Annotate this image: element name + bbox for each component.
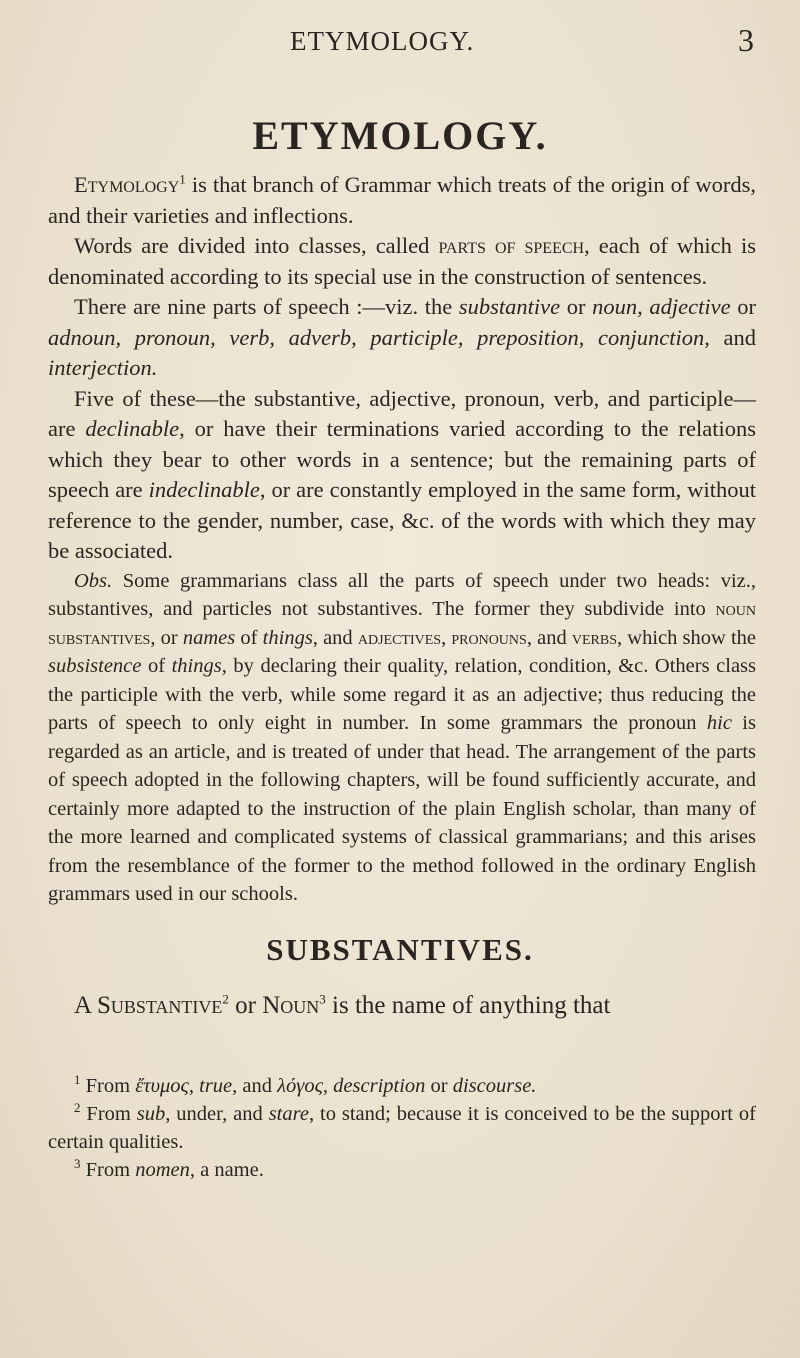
footnote-3 [48, 1156, 756, 1184]
p4-b: declinable [85, 416, 180, 441]
fn2-c: , under, and [165, 1103, 269, 1125]
footnote-ref-2: 2 [222, 991, 229, 1007]
p3-e: or [730, 294, 756, 319]
fn1-e: or [425, 1075, 453, 1097]
sec-e: is the name of anything that [325, 992, 611, 1019]
p1-text: is that branch of Grammar which treats of the origin of words, and their varieties and inflections. [48, 172, 756, 228]
p3-f: adnoun, pronoun, verb, adverb, participle, preposition, conjunction, [48, 324, 710, 350]
section-title: SUBSTANTIVES. [266, 932, 534, 967]
paragraph-parts-of-speech [48, 231, 756, 292]
footnote-2 [48, 1100, 756, 1156]
footnote-1 [48, 1072, 756, 1100]
p3-d: noun, adjective [592, 294, 731, 319]
fn3-a: From [80, 1159, 136, 1181]
sec-c: or [228, 992, 263, 1019]
footnote-2-num: 2 [74, 1100, 81, 1116]
p3-h: interjection. [48, 355, 158, 380]
obs-c: noun substantives [48, 598, 756, 649]
obs-r: is regarded as an article, and is treated of under that head. The arrangement of the parts of speech adopted in the following chapters, will be found sufficiently accurate, and certainly more adapted to the instruction of the plain English scholar, than many of the more learned and complicated systems of classical grammarians; and this arises from the resemblance of the former to the method followed in the ordinary English grammars used in our schools. [48, 712, 756, 905]
body-text [48, 170, 756, 909]
p4-e: , or are constantly employed in the same form, without reference to the gender, number, case, &c. of the words with which they may be associated. [48, 477, 756, 563]
fn1-c: and [237, 1075, 278, 1097]
running-head [0, 20, 800, 60]
p4-d: indeclinable [148, 477, 260, 502]
p3-g: and [709, 324, 756, 350]
p2-a: Words are divided into classes, called [74, 233, 439, 258]
p4-a: Five of these—the substantive, adjective, pronoun, verb, and participle—are [48, 385, 756, 441]
paragraph-substantive-definition [48, 990, 756, 1022]
term-parts-of-speech: parts of speech [438, 233, 585, 258]
obs-k: verbs [571, 626, 617, 649]
page-number: 3 [738, 22, 754, 58]
term-noun: Noun [262, 992, 320, 1019]
paragraph-observation [48, 567, 756, 909]
paragraph-etymology-definition [48, 170, 756, 231]
sec-a: A [74, 992, 97, 1019]
obs-p: , by declaring their quality, relation, condition, &c. Others class the participle with the verb, while some regard it as an adjective; thus reducing the parts of speech to only eight in number. In some grammars the pronoun [48, 655, 756, 734]
fn2-a: From [80, 1103, 137, 1125]
obs-g: things [262, 626, 313, 649]
fn2-b: sub [136, 1103, 166, 1125]
obs-o: things [171, 655, 222, 677]
paragraph-declinable [48, 384, 756, 567]
obs-j: , and [526, 626, 572, 649]
fn1-b: ἔτυμος, true, [135, 1075, 238, 1097]
fn2-e: , to stand; because it is conceived to be the support of certain qualities. [48, 1103, 756, 1153]
footnote-ref-1: 1 [179, 171, 186, 187]
fn1-a: From [80, 1075, 136, 1097]
chapter-title: ETYMOLOGY. [252, 113, 548, 158]
p3-c: or [560, 294, 593, 319]
obs-m: subsistence [48, 655, 142, 677]
obs-n: of [141, 655, 172, 677]
paragraph-nine-parts [48, 292, 756, 384]
fn1-f: discourse. [452, 1075, 537, 1097]
footnote-1-num: 1 [74, 1072, 81, 1088]
term-substantive: Substantive [96, 992, 223, 1019]
obs-h: , and [312, 626, 358, 649]
obs-b: Some grammarians class all the parts of speech under two heads: viz., substantives, and particles not substantives. The former they subdivide into [48, 569, 756, 620]
p2-c: , each of which is denominated according to its special use in the construction of sentences. [48, 233, 757, 289]
running-title: ETYMOLOGY. [290, 26, 475, 56]
p3-b: substantive [458, 294, 561, 319]
p4-c: , or have their terminations varied according to the relations which they bear to other words in a sentence; but the remaining parts of speech are [48, 416, 757, 502]
footnote-ref-3: 3 [319, 991, 326, 1007]
obs-e: names [182, 626, 236, 649]
footnotes [48, 1072, 756, 1184]
obs-f: of [235, 626, 263, 649]
obs-l: , which show the [616, 626, 757, 649]
fn1-d: λόγος, description [277, 1075, 426, 1097]
term-etymology: Etymology [74, 172, 180, 197]
obs-d: , or [150, 626, 183, 649]
p3-a: There are nine parts of speech :—viz. the [74, 294, 459, 319]
obs-i: adjectives, pronouns [357, 626, 527, 649]
obs-q: hic [706, 712, 732, 734]
fn3-b: nomen [135, 1159, 190, 1181]
fn3-c: , a name. [189, 1159, 264, 1181]
obs-label: Obs. [74, 569, 113, 592]
fn2-d: stare [268, 1103, 309, 1125]
footnote-3-num: 3 [74, 1156, 81, 1172]
